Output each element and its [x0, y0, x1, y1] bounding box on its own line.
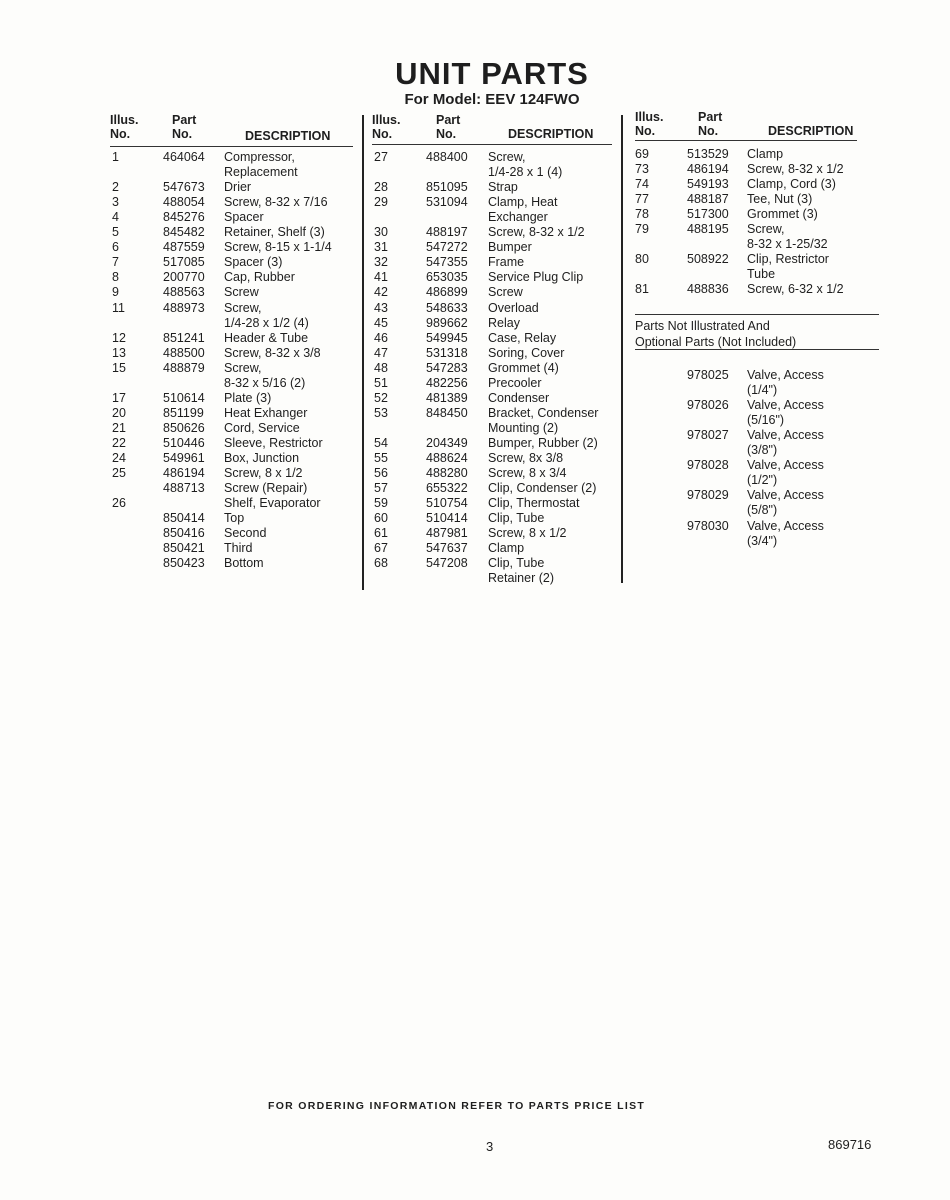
- description: Valve, Access: [747, 488, 824, 503]
- illus-number: 57: [374, 481, 388, 496]
- header-part: Part: [172, 113, 197, 127]
- part-number: 510414: [426, 511, 468, 526]
- part-number: 513529: [687, 147, 729, 161]
- illus-number: 43: [374, 300, 388, 315]
- description: Exchanger: [488, 210, 548, 225]
- illus-number: 56: [374, 466, 388, 481]
- illus-number: 4: [112, 210, 119, 225]
- illus-number: 69: [635, 147, 649, 161]
- illus-number: 32: [374, 255, 388, 270]
- description: Clamp: [488, 541, 525, 556]
- description: 8-32 x 1-25/32: [747, 237, 828, 252]
- part-number: 547272: [426, 240, 468, 255]
- header-rule: [110, 146, 353, 147]
- part-number: 531318: [426, 345, 468, 360]
- illus-number: 20: [112, 405, 126, 420]
- description: Box, Junction: [224, 451, 300, 465]
- description: (1/2"): [747, 473, 778, 488]
- description: Valve, Access: [747, 398, 824, 413]
- part-number: 851241: [163, 330, 205, 345]
- illus-number: 28: [374, 180, 388, 195]
- description: Bracket, Condenser: [488, 405, 599, 420]
- description: Precooler: [488, 375, 542, 390]
- description: Clamp, Cord (3): [747, 177, 836, 192]
- description: Tube: [747, 267, 776, 282]
- description: Frame: [488, 255, 525, 270]
- illus-number: 47: [374, 345, 388, 360]
- description: Clip, Tube: [488, 511, 545, 526]
- description: Cord, Service: [224, 420, 300, 435]
- description: Screw, 8-32 x 1/2: [488, 225, 585, 240]
- page-number: 3: [486, 1139, 494, 1154]
- part-number: 488973: [163, 300, 205, 315]
- description: Third: [224, 541, 253, 556]
- description-header: DESCRIPTION: [508, 127, 594, 141]
- part-number: 978026: [687, 398, 729, 413]
- part-number: 549193: [687, 177, 729, 192]
- description: Valve, Access: [747, 368, 824, 382]
- part-number: 978029: [687, 488, 729, 503]
- part-number: 549961: [163, 451, 205, 465]
- description: Retainer, Shelf (3): [224, 225, 325, 240]
- description: Screw, 8-32 x 7/16: [224, 195, 328, 210]
- part-number: 487981: [426, 526, 468, 541]
- part-number: 200770: [163, 270, 205, 285]
- model-subtitle: For Model: EEV 124FWO: [404, 91, 580, 108]
- illus-number: 73: [635, 162, 649, 177]
- description: Screw: [488, 285, 523, 300]
- illus-number: 6: [112, 240, 119, 255]
- illus-number: 74: [635, 177, 649, 192]
- description: Clip, Condenser (2): [488, 481, 597, 496]
- description: (5/8"): [747, 503, 778, 518]
- description: (3/4"): [747, 533, 778, 548]
- header-rule: [372, 144, 612, 145]
- note-line: Parts Not Illustrated And: [635, 319, 770, 333]
- part-number: 464064: [163, 150, 205, 164]
- header-illus: Illus.: [110, 113, 139, 127]
- illus-number: 7: [112, 255, 119, 270]
- description: Grommet (4): [488, 360, 559, 375]
- part-number: 850421: [163, 541, 205, 556]
- illus-number: 13: [112, 345, 126, 360]
- illus-number: 48: [374, 360, 388, 375]
- column-divider: [621, 115, 623, 583]
- description: Valve, Access: [747, 518, 824, 533]
- description: Sleeve, Restrictor: [224, 435, 323, 450]
- description: (1/4"): [747, 383, 778, 398]
- illus-number: 5: [112, 225, 119, 240]
- description: 1/4-28 x 1/2 (4): [224, 315, 309, 330]
- description: Clip, Restrictor: [747, 252, 829, 267]
- description: (3/8"): [747, 443, 778, 458]
- illus-number: 12: [112, 330, 126, 345]
- part-number: 845482: [163, 225, 205, 240]
- part-number: 488713: [163, 481, 205, 496]
- part-number: 531094: [426, 195, 468, 210]
- illus-number: 41: [374, 270, 388, 285]
- part-number: 655322: [426, 481, 468, 496]
- header-no: No.: [372, 127, 393, 141]
- part-number: 486194: [163, 466, 205, 481]
- illus-number: 15: [112, 360, 126, 375]
- description: Screw,: [224, 360, 262, 375]
- illus-number: 22: [112, 435, 126, 450]
- description: Overload: [488, 300, 539, 315]
- illus-number: 8: [112, 270, 119, 285]
- illus-number: 60: [374, 511, 388, 526]
- part-number: 488054: [163, 195, 205, 210]
- illus-no-header: [110, 113, 138, 141]
- part-number: 482256: [426, 375, 468, 390]
- description: Clip, Thermostat: [488, 496, 580, 511]
- illus-number: 1: [112, 150, 119, 164]
- header-part-no: No.: [172, 127, 193, 141]
- illus-number: 3: [112, 195, 119, 210]
- illus-number: 53: [374, 405, 388, 420]
- optional-parts-note: [635, 318, 796, 350]
- part-number: 517085: [163, 255, 205, 270]
- description: Mounting (2): [488, 420, 559, 435]
- description: Header & Tube: [224, 330, 309, 345]
- part-number: 850626: [163, 420, 205, 435]
- description: Cap, Rubber: [224, 270, 295, 285]
- illus-number: 67: [374, 541, 388, 556]
- part-number: 978027: [687, 428, 729, 443]
- description: Replacement: [224, 165, 298, 180]
- illus-number: 54: [374, 435, 388, 450]
- illus-number: 78: [635, 207, 649, 222]
- part-number: 549945: [426, 330, 468, 345]
- part-no-header: [698, 110, 722, 138]
- part-number: 850416: [163, 526, 205, 541]
- header-part: Part: [698, 110, 723, 124]
- ordering-info: FOR ORDERING INFORMATION REFER TO PARTS PRICE LIST: [268, 1100, 646, 1112]
- illus-number: 46: [374, 330, 388, 345]
- description: Drier: [224, 180, 252, 195]
- section-rule: [635, 314, 879, 315]
- illus-no-header: [372, 113, 400, 141]
- illus-number: 2: [112, 180, 119, 195]
- description: Screw,: [747, 222, 785, 237]
- description: Case, Relay: [488, 330, 557, 345]
- description: Screw, 8 x 1/2: [488, 526, 567, 541]
- illus-number: 55: [374, 451, 388, 465]
- description: Retainer (2): [488, 571, 554, 586]
- part-number: 653035: [426, 270, 468, 285]
- part-no-header: [436, 113, 460, 141]
- illus-number: 24: [112, 451, 126, 465]
- part-number: 488836: [687, 282, 729, 297]
- part-number: 850414: [163, 511, 205, 526]
- description: Shelf, Evaporator: [224, 496, 321, 511]
- description: Bottom: [224, 556, 264, 571]
- part-number: 547208: [426, 556, 468, 571]
- illus-number: 79: [635, 222, 649, 237]
- part-number: 989662: [426, 315, 468, 330]
- description: Top: [224, 511, 245, 526]
- description: Spacer: [224, 210, 264, 225]
- section-rule: [635, 349, 879, 350]
- description: Bumper, Rubber (2): [488, 435, 598, 450]
- description: Service Plug Clip: [488, 270, 584, 285]
- illus-number: 27: [374, 150, 388, 164]
- header-no: No.: [110, 127, 131, 141]
- illus-number: 52: [374, 390, 388, 405]
- description: Heat Exhanger: [224, 405, 308, 420]
- part-number: 488879: [163, 360, 205, 375]
- description: Screw,: [224, 300, 262, 315]
- part-number: 486194: [687, 162, 729, 177]
- illus-number: 9: [112, 285, 119, 300]
- part-number: 978030: [687, 518, 729, 533]
- part-number: 488563: [163, 285, 205, 300]
- part-number: 851199: [163, 405, 204, 420]
- description: Plate (3): [224, 390, 272, 405]
- illus-number: 51: [374, 375, 388, 390]
- illus-number: 25: [112, 466, 126, 481]
- illus-number: 61: [374, 526, 388, 541]
- part-number: 510754: [426, 496, 468, 511]
- description: Clamp, Heat: [488, 195, 558, 210]
- description: Compressor,: [224, 150, 295, 164]
- part-number: 508922: [687, 252, 729, 267]
- illus-no-header: [635, 110, 663, 138]
- illus-number: 30: [374, 225, 388, 240]
- illus-number: 42: [374, 285, 388, 300]
- part-number: 486899: [426, 285, 468, 300]
- illus-number: 45: [374, 315, 388, 330]
- part-number: 848450: [426, 405, 468, 420]
- header-illus: Illus.: [635, 110, 664, 124]
- description-header: DESCRIPTION: [768, 124, 854, 138]
- description: 1/4-28 x 1 (4): [488, 165, 563, 180]
- description: Clamp: [747, 147, 784, 161]
- part-number: 547355: [426, 255, 468, 270]
- description: Screw, 8 x 3/4: [488, 466, 567, 481]
- description: Screw, 8 x 1/2: [224, 466, 303, 481]
- part-number: 510446: [163, 435, 205, 450]
- column-divider: [362, 115, 364, 590]
- illus-number: 59: [374, 496, 388, 511]
- description: Valve, Access: [747, 428, 824, 443]
- description: (5/16"): [747, 413, 785, 428]
- illus-number: 21: [112, 420, 126, 435]
- illus-number: 26: [112, 496, 126, 511]
- description: Tee, Nut (3): [747, 192, 813, 207]
- header-no: No.: [635, 124, 656, 138]
- description: Screw, 8-32 x 3/8: [224, 345, 321, 360]
- description: Screw, 6-32 x 1/2: [747, 282, 844, 297]
- illus-number: 29: [374, 195, 388, 210]
- description: Bumper: [488, 240, 532, 255]
- description: 8-32 x 5/16 (2): [224, 375, 306, 390]
- part-number: 850423: [163, 556, 205, 571]
- document-number: 869716: [828, 1137, 872, 1152]
- part-number: 517300: [687, 207, 729, 222]
- description: Spacer (3): [224, 255, 283, 270]
- part-number: 851095: [426, 180, 468, 195]
- part-number: 488195: [687, 222, 729, 237]
- part-number: 845276: [163, 210, 205, 225]
- part-number: 548633: [426, 300, 468, 315]
- part-number: 204349: [426, 435, 468, 450]
- description: Screw, 8-32 x 1/2: [747, 162, 844, 177]
- description: Strap: [488, 180, 518, 195]
- part-number: 547673: [163, 180, 205, 195]
- description: Screw, 8x 3/8: [488, 451, 564, 465]
- header-rule: [635, 140, 857, 141]
- illus-number: 80: [635, 252, 649, 267]
- description: Screw,: [488, 150, 526, 164]
- part-number: 978028: [687, 458, 729, 473]
- part-number: 488400: [426, 150, 468, 164]
- description: Second: [224, 526, 267, 541]
- description: Relay: [488, 315, 520, 330]
- part-number: 487559: [163, 240, 205, 255]
- description: Condenser: [488, 390, 550, 405]
- illus-number: 68: [374, 556, 388, 571]
- description: Screw, 8-15 x 1-1/4: [224, 240, 332, 255]
- illus-number: 17: [112, 390, 126, 405]
- page-title: UNIT PARTS: [395, 56, 589, 91]
- header-illus: Illus.: [372, 113, 401, 127]
- part-no-header: [172, 113, 196, 141]
- part-number: 488624: [426, 451, 468, 465]
- part-number: 547283: [426, 360, 468, 375]
- description: Clip, Tube: [488, 556, 545, 571]
- illus-number: 11: [112, 300, 125, 315]
- part-number: 978025: [687, 368, 729, 382]
- note-line: Optional Parts (Not Included): [635, 335, 797, 349]
- part-number: 488197: [426, 225, 468, 240]
- header-part-no: No.: [698, 124, 719, 138]
- part-number: 510614: [163, 390, 205, 405]
- part-number: 547637: [426, 541, 468, 556]
- illus-number: 77: [635, 192, 649, 207]
- description: Screw (Repair): [224, 481, 308, 496]
- description: Grommet (3): [747, 207, 818, 222]
- header-part-no: No.: [436, 127, 457, 141]
- illus-number: 81: [635, 282, 649, 297]
- description: Soring, Cover: [488, 345, 565, 360]
- description: Valve, Access: [747, 458, 824, 473]
- part-number: 481389: [426, 390, 468, 405]
- part-number: 488187: [687, 192, 729, 207]
- illus-number: 31: [374, 240, 388, 255]
- description: Screw: [224, 285, 259, 300]
- part-number: 488280: [426, 466, 468, 481]
- description-header: DESCRIPTION: [245, 129, 331, 143]
- header-part: Part: [436, 113, 461, 127]
- part-number: 488500: [163, 345, 205, 360]
